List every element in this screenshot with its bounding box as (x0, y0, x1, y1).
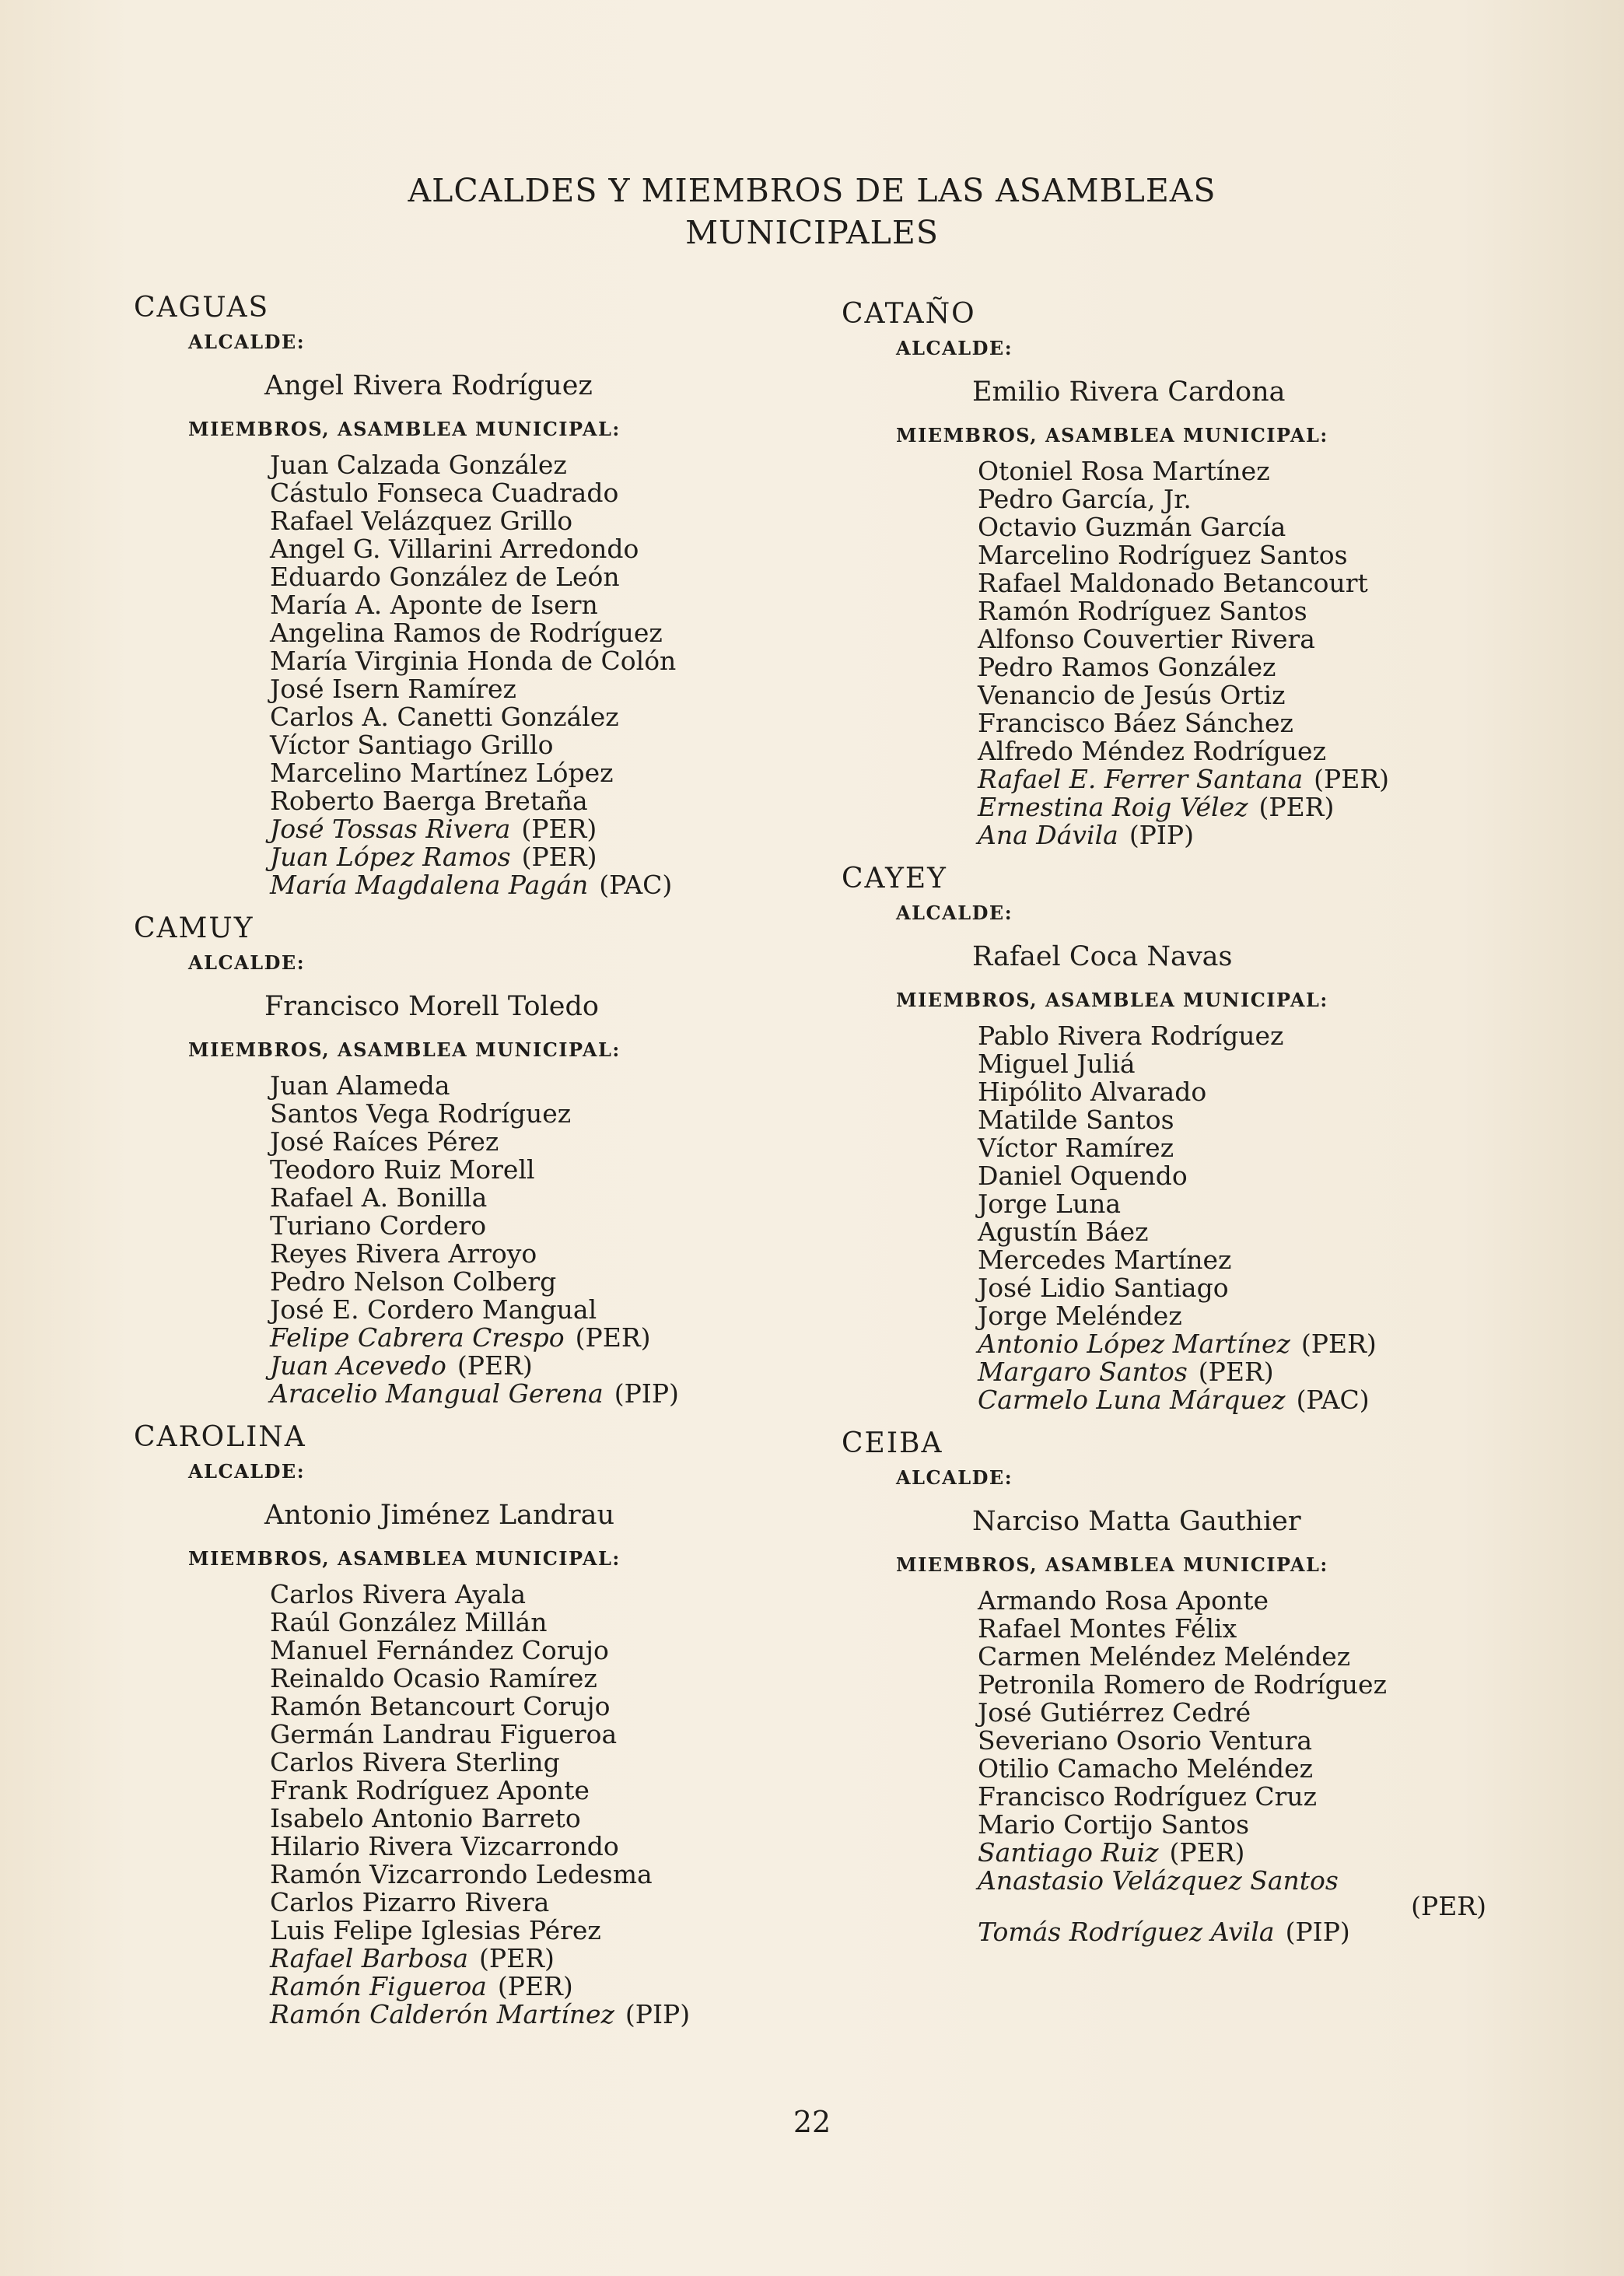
members-list (978, 1587, 1542, 1946)
member-name: Agustín Báez (978, 1217, 1149, 1247)
member-name: José Tossas Rivera (270, 814, 511, 844)
member-name: Carlos Rivera Sterling (270, 1747, 560, 1777)
member-item (270, 871, 818, 899)
member-item (270, 1777, 818, 1805)
member-item (270, 619, 818, 647)
member-name: Luis Felipe Iglesias Pérez (270, 1915, 601, 1945)
party-tag: (PER) (521, 842, 597, 872)
member-name: María Magdalena Pagán (270, 870, 589, 900)
member-item (270, 675, 818, 703)
member-item (978, 709, 1542, 737)
member-item (270, 1100, 818, 1128)
member-item (978, 569, 1542, 597)
member-name: José E. Cordero Mangual (270, 1294, 597, 1325)
member-name: Francisco Báez Sánchez (978, 708, 1293, 738)
member-name: Venancio de Jesús Ortiz (978, 680, 1286, 710)
member-name: Tomás Rodríguez Avila (978, 1917, 1275, 1947)
party-tag: (PER) (575, 1322, 651, 1353)
members-list (270, 1581, 818, 2029)
party-tag: (PER) (521, 814, 597, 844)
member-item (270, 759, 818, 787)
party-tag: (PER) (1411, 1891, 1486, 1921)
alcalde-label: ALCALDE: (896, 902, 1013, 924)
member-name: Ramón Figueroa (270, 1971, 487, 2001)
alcalde-label: ALCALDE: (896, 1466, 1013, 1489)
member-item (270, 1380, 818, 1408)
member-name: Carlos A. Canetti González (270, 702, 619, 732)
member-item (270, 1749, 818, 1777)
member-name: Raúl González Millán (270, 1607, 548, 1637)
party-tag: (PER) (497, 1971, 573, 2001)
member-name: Juan López Ramos (270, 842, 511, 872)
member-name: Pablo Rivera Rodríguez (978, 1021, 1284, 1051)
members-list (270, 1072, 818, 1408)
member-item (270, 1609, 818, 1637)
member-name: Petronila Romero de Rodríguez (978, 1669, 1387, 1700)
municipality-section (842, 860, 1542, 1414)
member-item (978, 597, 1542, 625)
member-item (978, 1358, 1542, 1386)
municipality-name: CEIBA (842, 1427, 943, 1459)
member-item (270, 1184, 818, 1212)
member-item (978, 485, 1542, 513)
alcalde-name: Emilio Rivera Cardona (972, 376, 1286, 408)
member-item (270, 731, 818, 759)
party-tag: (PER) (1258, 792, 1335, 822)
member-item (270, 1240, 818, 1268)
member-name: Miguel Juliá (978, 1049, 1136, 1079)
member-name: José Isern Ramírez (270, 674, 516, 704)
alcalde-name: Narciso Matta Gauthier (972, 1506, 1301, 1537)
members-label: MIEMBROS, ASAMBLEA MUNICIPAL: (896, 989, 1328, 1011)
member-name: Pedro Nelson Colberg (270, 1266, 557, 1297)
member-item (270, 1805, 818, 1833)
member-name: Roberto Baerga Bretaña (270, 786, 588, 816)
member-item (270, 1268, 818, 1296)
member-name: Carlos Rivera Ayala (270, 1579, 527, 1609)
member-item (978, 1078, 1542, 1106)
member-item (978, 1839, 1542, 1867)
member-name: Mario Cortijo Santos (978, 1809, 1250, 1840)
member-item (270, 535, 818, 563)
member-name: Alfonso Couvertier Rivera (978, 624, 1315, 654)
member-item (270, 815, 818, 843)
members-label: MIEMBROS, ASAMBLEA MUNICIPAL: (896, 424, 1328, 446)
party-tag: (PAC) (599, 870, 673, 900)
member-item (270, 1665, 818, 1693)
member-item (978, 1755, 1542, 1783)
member-name: Rafael E. Ferrer Santana (978, 764, 1304, 794)
member-item (978, 1302, 1542, 1330)
members-list (978, 1022, 1542, 1414)
member-name: Ramón Betancourt Corujo (270, 1691, 611, 1721)
member-name: Angel G. Villarini Arredondo (270, 534, 639, 564)
municipality-section (842, 1425, 1542, 1946)
member-item (270, 1156, 818, 1184)
member-item (978, 737, 1542, 765)
members-label: MIEMBROS, ASAMBLEA MUNICIPAL: (896, 1553, 1328, 1576)
alcalde-label: ALCALDE: (188, 1460, 306, 1483)
member-name: Jorge Luna (978, 1189, 1122, 1219)
member-item (978, 1643, 1542, 1671)
member-name: Jorge Meléndez (978, 1301, 1182, 1331)
member-name: Juan Acevedo (270, 1350, 446, 1381)
title-line-1: ALCALDES Y MIEMBROS DE LAS ASAMBLEAS (408, 172, 1216, 209)
party-tag: (PER) (1169, 1837, 1245, 1868)
member-name: Ernestina Roig Vélez (978, 792, 1248, 822)
member-item (270, 1889, 818, 1917)
municipality-section (134, 1419, 818, 2029)
member-name: Ramón Calderón Martínez (270, 1999, 614, 2029)
municipality-section (842, 296, 1542, 849)
municipality-section (134, 289, 818, 899)
member-name: Juan Alameda (270, 1070, 450, 1101)
member-item (270, 2001, 818, 2029)
member-item (978, 653, 1542, 681)
member-name: Turiano Cordero (270, 1210, 487, 1241)
member-item (270, 787, 818, 815)
member-name: Hipólito Alvarado (978, 1077, 1207, 1107)
party-tag: (PER) (1198, 1357, 1274, 1387)
member-item (978, 1671, 1542, 1699)
party-tag: (PER) (479, 1943, 555, 1973)
party-tag: (PIP) (614, 1378, 679, 1409)
member-name: Rafael A. Bonilla (270, 1182, 488, 1213)
member-item (978, 1727, 1542, 1755)
member-item (270, 1212, 818, 1240)
member-item (270, 1917, 818, 1945)
municipality-name: CATAÑO (842, 298, 976, 330)
member-name: Armando Rosa Aponte (978, 1585, 1269, 1616)
page-number: 22 (793, 2105, 831, 2139)
members-label: MIEMBROS, ASAMBLEA MUNICIPAL: (188, 1547, 621, 1570)
member-item (978, 793, 1542, 821)
member-name: Angelina Ramos de Rodríguez (270, 618, 663, 648)
alcalde-label: ALCALDE: (188, 951, 306, 974)
member-name: Ana Dávila (978, 820, 1118, 850)
member-name: Hilario Rivera Vizcarrondo (270, 1831, 619, 1861)
right-column (842, 296, 1542, 1957)
party-tag: (PIP) (1129, 820, 1195, 850)
member-name: Víctor Santiago Grillo (270, 730, 554, 760)
member-name: Pedro García, Jr. (978, 484, 1192, 514)
member-name: Felipe Cabrera Crespo (270, 1322, 565, 1353)
member-name: Rafael Barbosa (270, 1943, 469, 1973)
member-item (978, 1615, 1542, 1643)
member-item (270, 1693, 818, 1721)
member-name: Antonio López Martínez (978, 1329, 1290, 1359)
member-name: María A. Aponte de Isern (270, 590, 598, 620)
member-name: Rafael Velázquez Grillo (270, 506, 573, 536)
party-tag: (PIP) (1285, 1917, 1350, 1947)
member-item (978, 625, 1542, 653)
member-item (270, 1324, 818, 1352)
member-name: Cástulo Fonseca Cuadrado (270, 478, 619, 508)
member-name: Germán Landrau Figueroa (270, 1719, 618, 1749)
alcalde-name: Rafael Coca Navas (972, 941, 1233, 972)
party-tag: (PAC) (1296, 1385, 1370, 1415)
member-item (978, 821, 1542, 849)
members-label: MIEMBROS, ASAMBLEA MUNICIPAL: (188, 418, 621, 440)
title-line-2: MUNICIPALES (685, 214, 939, 251)
member-item (978, 457, 1542, 485)
member-item (270, 479, 818, 507)
member-item (978, 1190, 1542, 1218)
member-name: Rafael Maldonado Betancourt (978, 568, 1368, 598)
municipality-name: CAROLINA (134, 1421, 306, 1453)
member-name: Manuel Fernández Corujo (270, 1635, 609, 1665)
member-name: Rafael Montes Félix (978, 1613, 1237, 1644)
member-item (978, 1699, 1542, 1727)
member-item (978, 765, 1542, 793)
member-item (978, 1022, 1542, 1050)
member-item (270, 1973, 818, 2001)
member-item (270, 1296, 818, 1324)
member-item (270, 1861, 818, 1889)
member-item (978, 1783, 1542, 1811)
member-item (978, 1218, 1542, 1246)
municipality-name: CAGUAS (134, 292, 270, 324)
member-item (978, 1587, 1542, 1615)
member-name: Alfredo Méndez Rodríguez (978, 736, 1326, 766)
member-name: Francisco Rodríguez Cruz (978, 1781, 1318, 1812)
member-item (270, 1721, 818, 1749)
members-list (978, 457, 1542, 849)
alcalde-label: ALCALDE: (896, 337, 1013, 359)
member-item (270, 1945, 818, 1973)
member-name: Matilde Santos (978, 1105, 1174, 1135)
member-name: María Virginia Honda de Colón (270, 646, 677, 676)
member-item (978, 1134, 1542, 1162)
member-item (978, 513, 1542, 541)
page-title (0, 170, 1624, 254)
member-item (978, 1330, 1542, 1358)
party-tag: (PER) (1314, 764, 1390, 794)
alcalde-name: Antonio Jiménez Landrau (264, 1500, 615, 1531)
member-item (978, 1162, 1542, 1190)
member-name: Frank Rodríguez Aponte (270, 1775, 590, 1805)
member-item (270, 591, 818, 619)
member-name: Otilio Camacho Meléndez (978, 1753, 1314, 1784)
member-name: Ramón Vizcarrondo Ledesma (270, 1859, 653, 1889)
member-name: Mercedes Martínez (978, 1245, 1232, 1275)
member-name: Reinaldo Ocasio Ramírez (270, 1663, 597, 1693)
member-name: Marcelino Martínez López (270, 758, 614, 788)
member-item (270, 1833, 818, 1861)
member-name: Reyes Rivera Arroyo (270, 1238, 537, 1269)
member-name: Isabelo Antonio Barreto (270, 1803, 581, 1833)
member-item (978, 1811, 1542, 1839)
member-name: Eduardo González de León (270, 562, 620, 592)
member-name: Teodoro Ruiz Morell (270, 1154, 535, 1185)
municipality-name: CAYEY (842, 863, 947, 895)
member-name: Daniel Oquendo (978, 1161, 1188, 1191)
member-name: Margaro Santos (978, 1357, 1188, 1387)
member-name: Anastasio Velázquez Santos (978, 1865, 1339, 1896)
member-item (270, 843, 818, 871)
member-item (270, 451, 818, 479)
party-tag: (PER) (1300, 1329, 1377, 1359)
left-column (134, 289, 818, 2040)
member-item (978, 1918, 1542, 1946)
member-item (978, 1865, 1542, 1921)
member-item (978, 1050, 1542, 1078)
municipality-section (134, 910, 818, 1408)
member-name: Aracelio Mangual Gerena (270, 1378, 604, 1409)
municipality-name: CAMUY (134, 912, 254, 944)
member-name: Santiago Ruiz (978, 1837, 1159, 1868)
member-name: José Lidio Santiago (978, 1273, 1229, 1303)
member-name: Ramón Rodríguez Santos (978, 596, 1307, 626)
member-name: Santos Vega Rodríguez (270, 1098, 572, 1129)
member-name: Octavio Guzmán García (978, 512, 1286, 542)
member-name: Otoniel Rosa Martínez (978, 456, 1270, 486)
party-tag: (PER) (457, 1350, 533, 1381)
alcalde-name: Francisco Morell Toledo (264, 991, 599, 1022)
alcalde-label: ALCALDE: (188, 331, 306, 353)
member-item (270, 563, 818, 591)
member-item (270, 1072, 818, 1100)
party-tag: (PIP) (625, 1999, 691, 2029)
member-item (270, 1128, 818, 1156)
member-name: Marcelino Rodríguez Santos (978, 540, 1348, 570)
member-name: Carlos Pizarro Rivera (270, 1887, 550, 1917)
member-name: Severiano Osorio Ventura (978, 1725, 1313, 1756)
member-name: José Raíces Pérez (270, 1126, 499, 1157)
member-item (270, 1581, 818, 1609)
members-list (270, 451, 818, 899)
alcalde-name: Angel Rivera Rodríguez (264, 370, 593, 401)
member-item (270, 1637, 818, 1665)
member-item (978, 681, 1542, 709)
member-name: José Gutiérrez Cedré (978, 1697, 1251, 1728)
member-item (270, 507, 818, 535)
member-name: Carmelo Luna Márquez (978, 1385, 1286, 1415)
member-name: Juan Calzada González (270, 450, 567, 480)
member-name: Pedro Ramos González (978, 652, 1276, 682)
member-item (270, 703, 818, 731)
member-name: Carmen Meléndez Meléndez (978, 1641, 1351, 1672)
member-item (978, 1274, 1542, 1302)
member-item (978, 1386, 1542, 1414)
members-label: MIEMBROS, ASAMBLEA MUNICIPAL: (188, 1038, 621, 1061)
member-item (270, 1352, 818, 1380)
member-name: Víctor Ramírez (978, 1133, 1174, 1163)
member-item (978, 1246, 1542, 1274)
member-item (978, 1106, 1542, 1134)
member-item (270, 647, 818, 675)
member-item (978, 541, 1542, 569)
